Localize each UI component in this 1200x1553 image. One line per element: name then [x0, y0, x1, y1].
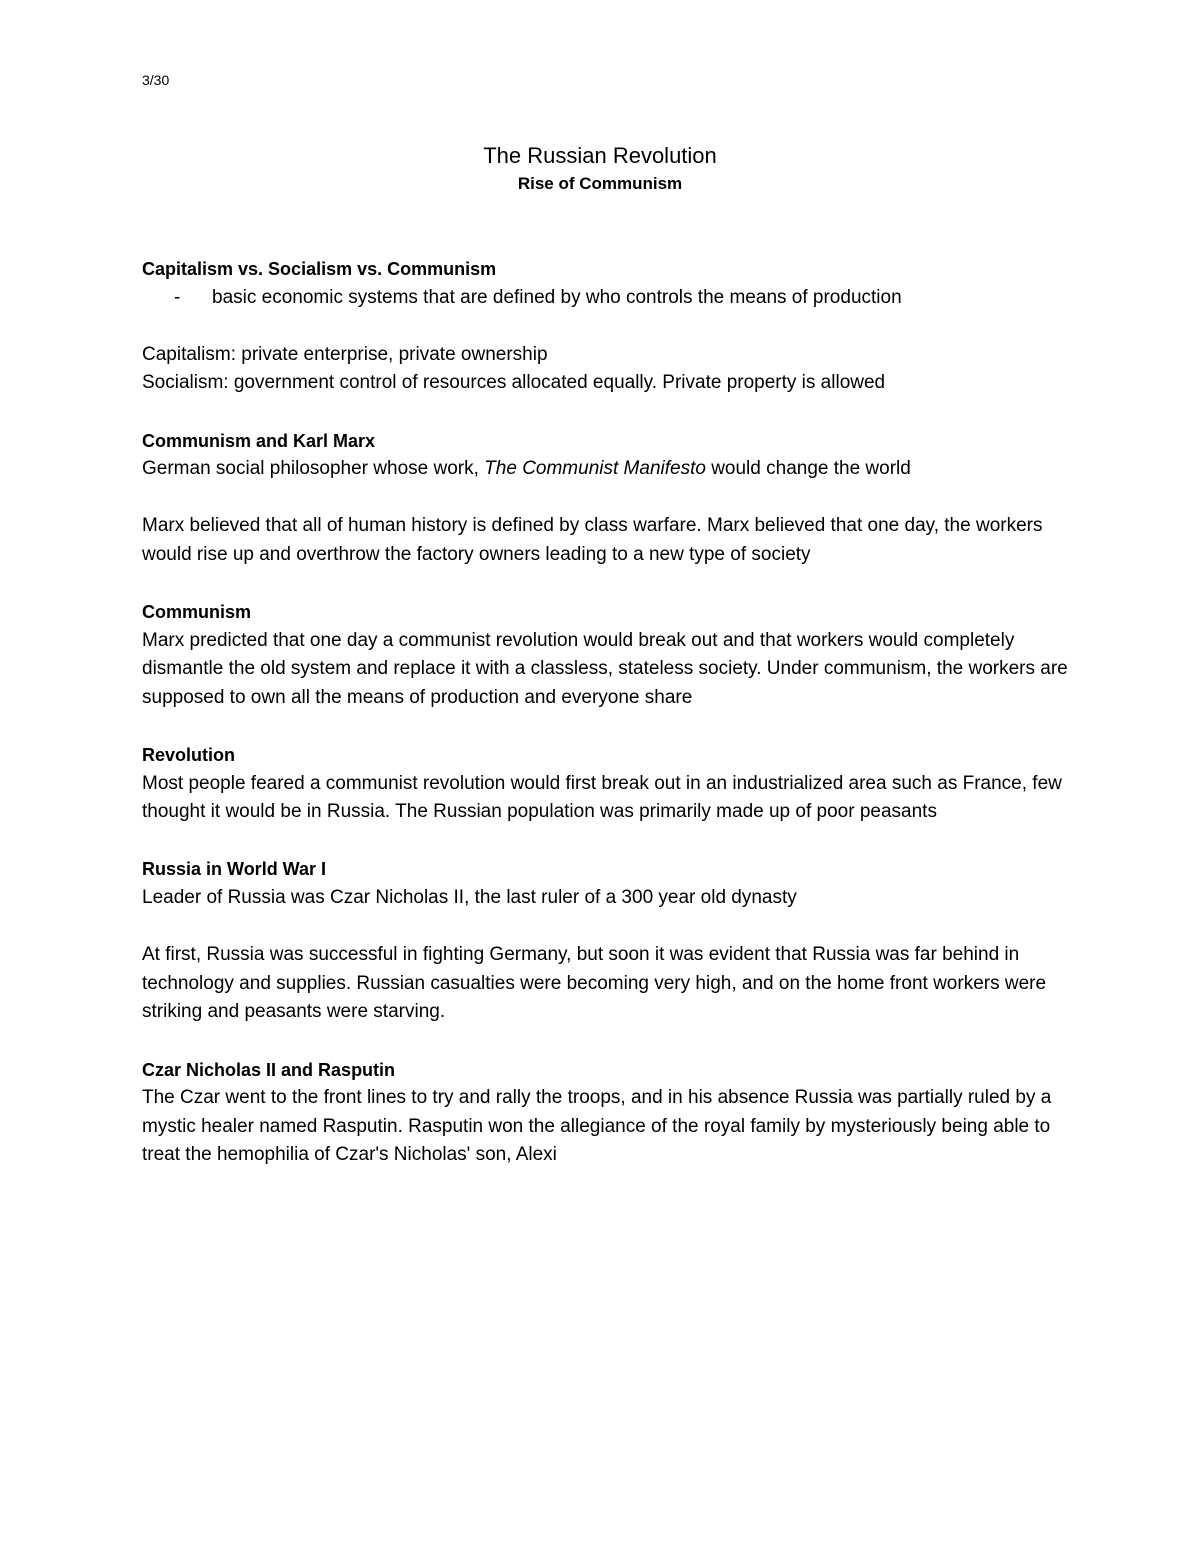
bullet-marker: -: [174, 286, 181, 308]
socialism-definition: Socialism: government control of resources allocated equally. Private property is allowed: [142, 372, 886, 394]
document-title: The Russian Revolution: [483, 143, 717, 168]
section-communism: [142, 598, 1072, 712]
page-date: 3/30: [142, 72, 170, 88]
capitalism-definition: Capitalism: private enterprise, private ownership: [142, 343, 548, 365]
section-heading: Communism and Karl Marx: [142, 430, 376, 451]
paragraph: Most people feared a communist revolution would first break out in an industrialized area such as France, few thought it would be in Russia. The Russian population was primarily made up of poor peasants: [142, 772, 1062, 823]
paragraph-text: German social philosopher whose work,: [142, 458, 485, 480]
section-heading: Czar Nicholas II and Rasputin: [142, 1059, 396, 1080]
section-heading: Russia in World War I: [142, 859, 327, 880]
document-subtitle: Rise of Communism: [517, 174, 683, 193]
section-heading: Communism: [142, 602, 252, 623]
bullet-text: basic economic systems that are defined by who controls the means of production: [212, 286, 902, 308]
paragraph: Leader of Russia was Czar Nicholas II, the last ruler of a 300 year old dynasty: [142, 887, 797, 909]
paragraph: Marx believed that all of human history is defined by class warfare. Marx believed that one day, the workers would rise up and overthrow the factory owners leading to a new type of society: [142, 515, 1043, 565]
paragraph: The Czar went to the front lines to try and rally the troops, and in his absence Russia was partially ruled by a mystic healer named Rasputin. Rasputin won the allegiance of the royal family by mysteriously being able to treat the hemophilia of Czar's Nicholas' son, Alexi: [142, 1087, 1052, 1166]
bullet-list: [142, 284, 1072, 313]
book-title: The Communist Manifesto: [484, 458, 706, 480]
paragraph-text: would change the world: [705, 458, 911, 480]
section-heading: Revolution: [142, 745, 235, 766]
section-revolution: [142, 741, 1072, 827]
section-rasputin: [142, 1056, 1072, 1170]
section-russia-ww1: [142, 855, 1072, 1027]
document-body: [142, 255, 1072, 1199]
list-item: [142, 284, 1072, 313]
section-communism-and-marx: [142, 427, 1072, 570]
paragraph: Marx predicted that one day a communist revolution would break out and that workers would completely dismantle the old system and replace it with a classless, stateless society. Under communism, the workers are supposed to own all the means of production and everyone share: [142, 629, 1068, 708]
paragraph: [142, 455, 1072, 484]
section-heading: Capitalism vs. Socialism vs. Communism: [142, 259, 497, 279]
section-definitions: [142, 341, 1072, 398]
paragraph: At first, Russia was successful in fighting Germany, but soon it was evident that Russia was far behind in technology and supplies. Russian casualties were becoming very high, and on the home front workers were striking and peasants were starving.: [142, 944, 1047, 1023]
section-economic-systems: [142, 255, 1072, 312]
